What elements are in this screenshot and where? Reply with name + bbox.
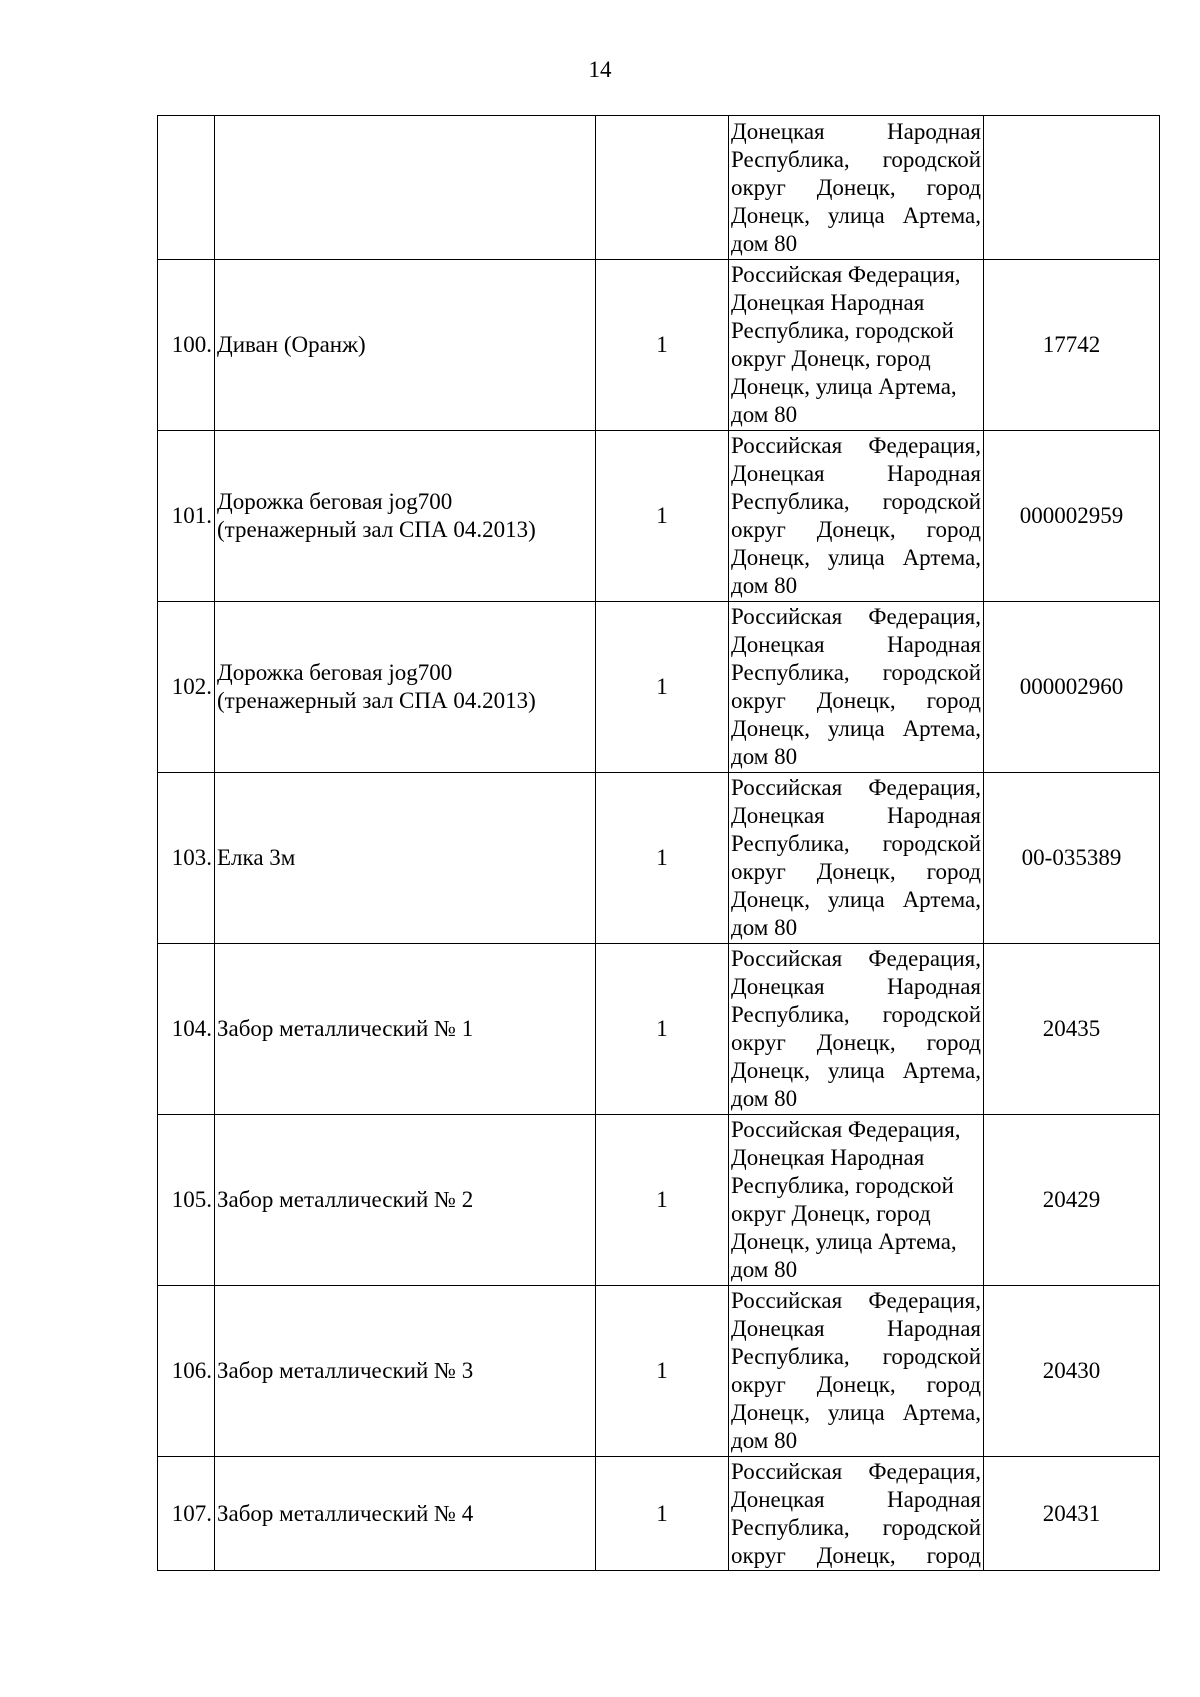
address-line: Российская Федерация, xyxy=(731,262,961,287)
quantity-cell: 1 xyxy=(596,602,729,773)
address-line: Республика, городской xyxy=(731,318,954,343)
address-line: дом 80 xyxy=(731,1428,798,1453)
address-line: дом 80 xyxy=(731,230,798,256)
address-line: Донецк, улица Артема, xyxy=(731,1400,981,1425)
item-name-cell: Елка 3м xyxy=(215,773,596,944)
address-line: Республика, городской xyxy=(731,1002,981,1027)
quantity-cell: 1 xyxy=(596,773,729,944)
inventory-number-cell: 00-035389 xyxy=(984,773,1160,944)
address-line: Донецк, улица Артема, xyxy=(731,1229,957,1254)
address-line: Донецкая Народная xyxy=(731,803,981,828)
row-number-cell: 106. xyxy=(158,1286,215,1457)
row-number-cell: 101. xyxy=(158,431,215,602)
address-cell xyxy=(729,944,984,1115)
address-line: Донецк, улица Артема, xyxy=(731,545,981,570)
address-cell xyxy=(729,1115,984,1286)
address-line: округ Донецк, город xyxy=(731,1542,981,1568)
address-line: дом 80 xyxy=(731,573,798,598)
item-name-cell: Забор металлический № 1 xyxy=(215,944,596,1115)
address-line: Донецкая Народная xyxy=(731,1145,925,1170)
address-line: Донецкая Народная xyxy=(731,461,981,486)
address-line: Республика, городской xyxy=(731,1514,981,1540)
quantity-cell: 1 xyxy=(596,1115,729,1286)
quantity-cell: 1 xyxy=(596,431,729,602)
address-line: округ Донецк, город xyxy=(731,517,981,542)
address-line: Донецкая Народная xyxy=(731,1486,981,1512)
item-name-line: (тренажерный зал СПА 04.2013) xyxy=(217,517,536,542)
item-name-cell: Забор металлический № 2 xyxy=(215,1115,596,1286)
row-number-cell: 103. xyxy=(158,773,215,944)
address-line: Республика, городской xyxy=(731,831,981,856)
address-line: округ Донецк, город xyxy=(731,1372,981,1397)
address-line: Донецк, улица Артема, xyxy=(731,1058,981,1083)
inventory-number-cell: 20435 xyxy=(984,944,1160,1115)
address-line: дом 80 xyxy=(731,1257,798,1282)
address-cell xyxy=(729,1457,984,1571)
table-row xyxy=(158,431,1160,602)
table-row xyxy=(158,260,1160,431)
address-line: Донецкая Народная xyxy=(731,118,981,144)
address-line: Донецк, улица Артема, xyxy=(731,716,981,741)
inventory-number-cell: 000002959 xyxy=(984,431,1160,602)
address-line: Российская Федерация, xyxy=(731,1117,961,1142)
address-cell xyxy=(729,773,984,944)
address-line: Российская Федерация, xyxy=(731,433,981,458)
row-number-cell: 104. xyxy=(158,944,215,1115)
address-line: Донецкая Народная xyxy=(731,1316,981,1341)
address-line: Донецк, улица Артема, xyxy=(731,202,981,228)
table-row xyxy=(158,1115,1160,1286)
quantity-cell xyxy=(596,116,729,260)
address-line: дом 80 xyxy=(731,915,798,940)
inventory-number-cell: 20430 xyxy=(984,1286,1160,1457)
address-line: Республика, городской xyxy=(731,1173,954,1198)
table-row xyxy=(158,944,1160,1115)
address-cell xyxy=(729,260,984,431)
row-number-cell: 100. xyxy=(158,260,215,431)
address-line: Республика, городской xyxy=(731,146,981,172)
inventory-number-cell: 20431 xyxy=(984,1457,1160,1571)
table-row xyxy=(158,602,1160,773)
address-line: Российская Федерация, xyxy=(731,604,981,629)
address-line: Российская Федерация, xyxy=(731,1458,981,1484)
row-number-cell xyxy=(158,116,215,260)
address-line: округ Донецк, город xyxy=(731,1201,931,1226)
table-row xyxy=(158,773,1160,944)
address-line: округ Донецк, город xyxy=(731,859,981,884)
page-number: 14 xyxy=(588,57,612,82)
address-line: округ Донецк, город xyxy=(731,174,981,200)
inventory-number-cell: 20429 xyxy=(984,1115,1160,1286)
item-name-line: Дорожка беговая jog700 xyxy=(217,660,453,685)
inventory-table xyxy=(157,115,1160,1571)
address-line: дом 80 xyxy=(731,1086,798,1111)
row-number-cell: 105. xyxy=(158,1115,215,1286)
item-name-line: (тренажерный зал СПА 04.2013) xyxy=(217,688,536,713)
address-line: Донецкая Народная xyxy=(731,632,981,657)
table-row-continuation xyxy=(158,116,1160,260)
address-line: округ Донецк, город xyxy=(731,688,981,713)
inventory-number-cell: 000002960 xyxy=(984,602,1160,773)
address-line: округ Донецк, город xyxy=(731,346,931,371)
item-name-cell: Забор металлический № 4 xyxy=(215,1457,596,1571)
address-line: дом 80 xyxy=(731,402,798,427)
address-line: Донецкая Народная xyxy=(731,974,981,999)
item-name-line: Дорожка беговая jog700 xyxy=(217,489,453,514)
quantity-cell: 1 xyxy=(596,944,729,1115)
item-name-cell xyxy=(215,431,596,602)
address-line: дом 80 xyxy=(731,744,798,769)
item-name-cell xyxy=(215,602,596,773)
inventory-number-cell: 17742 xyxy=(984,260,1160,431)
item-name-cell: Диван (Оранж) xyxy=(215,260,596,431)
quantity-cell: 1 xyxy=(596,1286,729,1457)
inventory-number-cell xyxy=(984,116,1160,260)
address-line: Республика, городской xyxy=(731,489,981,514)
address-line: округ Донецк, город xyxy=(731,1030,981,1055)
row-number-cell: 102. xyxy=(158,602,215,773)
address-cell xyxy=(729,602,984,773)
address-line: Донецкая Народная xyxy=(731,290,925,315)
item-name-cell: Забор металлический № 3 xyxy=(215,1286,596,1457)
address-line: Российская Федерация, xyxy=(731,946,981,971)
row-number-cell: 107. xyxy=(158,1457,215,1571)
address-cell xyxy=(729,116,984,260)
address-line: Российская Федерация, xyxy=(731,1288,981,1313)
address-cell xyxy=(729,431,984,602)
quantity-cell: 1 xyxy=(596,1457,729,1571)
address-line: Российская Федерация, xyxy=(731,775,981,800)
item-name-cell xyxy=(215,116,596,260)
address-cell xyxy=(729,1286,984,1457)
quantity-cell: 1 xyxy=(596,260,729,431)
address-line: Республика, городской xyxy=(731,660,981,685)
inventory-table-body xyxy=(158,116,1160,1571)
table-row xyxy=(158,1286,1160,1457)
address-line: Донецк, улица Артема, xyxy=(731,887,981,912)
address-line: Донецк, улица Артема, xyxy=(731,374,957,399)
address-line: Республика, городской xyxy=(731,1344,981,1369)
table-row xyxy=(158,1457,1160,1571)
